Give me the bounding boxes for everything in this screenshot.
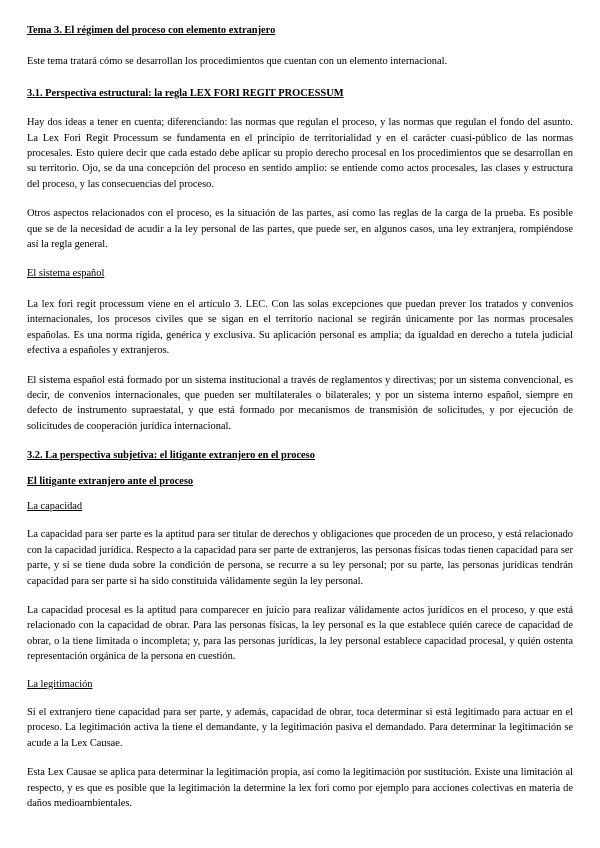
paragraph: Esta Lex Causae se aplica para determinar la legitimación propia, así como la legitimación por sustitución. Existe una limitación al respecto, y es que es posible que la legitimación la determine la lex fori como por ejemplo para acciones colectivas en materia de daños medioambientales. xyxy=(27,767,573,810)
subheading-capacidad: La capacidad xyxy=(27,500,83,512)
section-3-2-heading: 3.2. La perspectiva subjetiva: el litigante extranjero en el proceso xyxy=(27,450,315,462)
subheading-legitimacion: La legitimación xyxy=(27,678,93,690)
paragraph: La capacidad para ser parte es la aptitud para ser titular de derechos y obligaciones que proceden de un proceso, y está relacionado con la capacidad jurídica. Respecto a la capacidad para ser parte de extranjeros, las personas físicas todas tienen capacidad para ser parte, y si se tiene duda sobre la condición de persona, se recurre a su ley personal; por su parte, las personas jurídicas tendrán capacidad para ser parte si ha sido constituida válidamente según la ley personal. xyxy=(27,529,573,587)
paragraph: Hay dos ideas a tener en cuenta; diferenciando: las normas que regulan el proceso, y las normas que regulan el fondo del asunto. La Lex Fori Regit Processum se fundamenta en el principio de territorialidad y en el carácter cuasi-público de las normas procesales. Esto quiere decir que cada estado debe aplicar su propio derecho procesal en los procedimientos que se desarrollan en su territorio. Ojo, se da una concepción del proceso en sentido amplio: se entiende como actos procesales, las clases y estructura del proceso, y las consecuencias del proceso. xyxy=(27,117,573,190)
paragraph: Si el extranjero tiene capacidad para ser parte, y además, capacidad de obrar, toca determinar si está legitimado para actuar en el proceso. La legitimación activa la tiene el demandante, y la legitimación pasiva el demandado. Para determinar la legitimación se acude a la Lex Causae. xyxy=(27,707,573,749)
document-body xyxy=(27,23,573,811)
paragraph: Otros aspectos relacionados con el proceso, es la situación de las partes, así como las reglas de la carga de la prueba. Es posible que se de la necesidad de acudir a la ley personal de las partes, que puede ser, en algunos casos, una ley extranjera, rompiéndose así la regla general. xyxy=(27,208,573,251)
subheading-sistema-espanol: El sistema español xyxy=(27,268,105,280)
paragraph: La lex fori regit processum viene en el artículo 3. LEC. Con las solas excepciones que puedan prever los tratados y convenios internacionales, los procesos civiles que se sigan en el territorio nacional se regirán únicamente por las normas procesales españolas. Es una norma rígida, genérica y exclusiva. Su aplicación personal es amplia; da igualdad en derecho a tutela judicial efectiva a españoles y extranjeros. xyxy=(27,298,573,357)
subheading-litigante: El litigante extranjero ante el proceso xyxy=(27,475,194,487)
document-title: Tema 3. El régimen del proceso con elemento extranjero xyxy=(27,25,276,36)
paragraph: El sistema español está formado por un sistema institucional a través de reglamentos y directivas; por un sistema convencional, es decir, de convenios internacionales, que pueden ser multilaterales o bilaterales; y por un sistema interno español, siempre en defecto de instrumento supraestatal, y que está formado por mecanismos de transmisión de solicitudes, y por ejecución de solicitudes de cooperación jurídica internacional. xyxy=(27,374,573,432)
section-3-1-heading: 3.1. Perspectiva estructural: la regla LEX FORI REGIT PROCESSUM xyxy=(27,87,344,99)
intro-paragraph: Este tema tratará cómo se desarrollan los procedimientos que cuentan con un elemento internacional. xyxy=(27,56,448,68)
paragraph: La capacidad procesal es la aptitud para comparecer en juicio para realizar válidamente actos jurídicos en el proceso, y que está relacionado con la capacidad de obrar. Para las personas físicas, la ley personal es la que establece quién carece de capacidad de obrar, o la tiene limitada o incompleta; y, para las personas jurídicas, la ley personal establece capacidad procesal, y quién ostenta representación orgánica de la persona en cuestión. xyxy=(27,604,573,663)
